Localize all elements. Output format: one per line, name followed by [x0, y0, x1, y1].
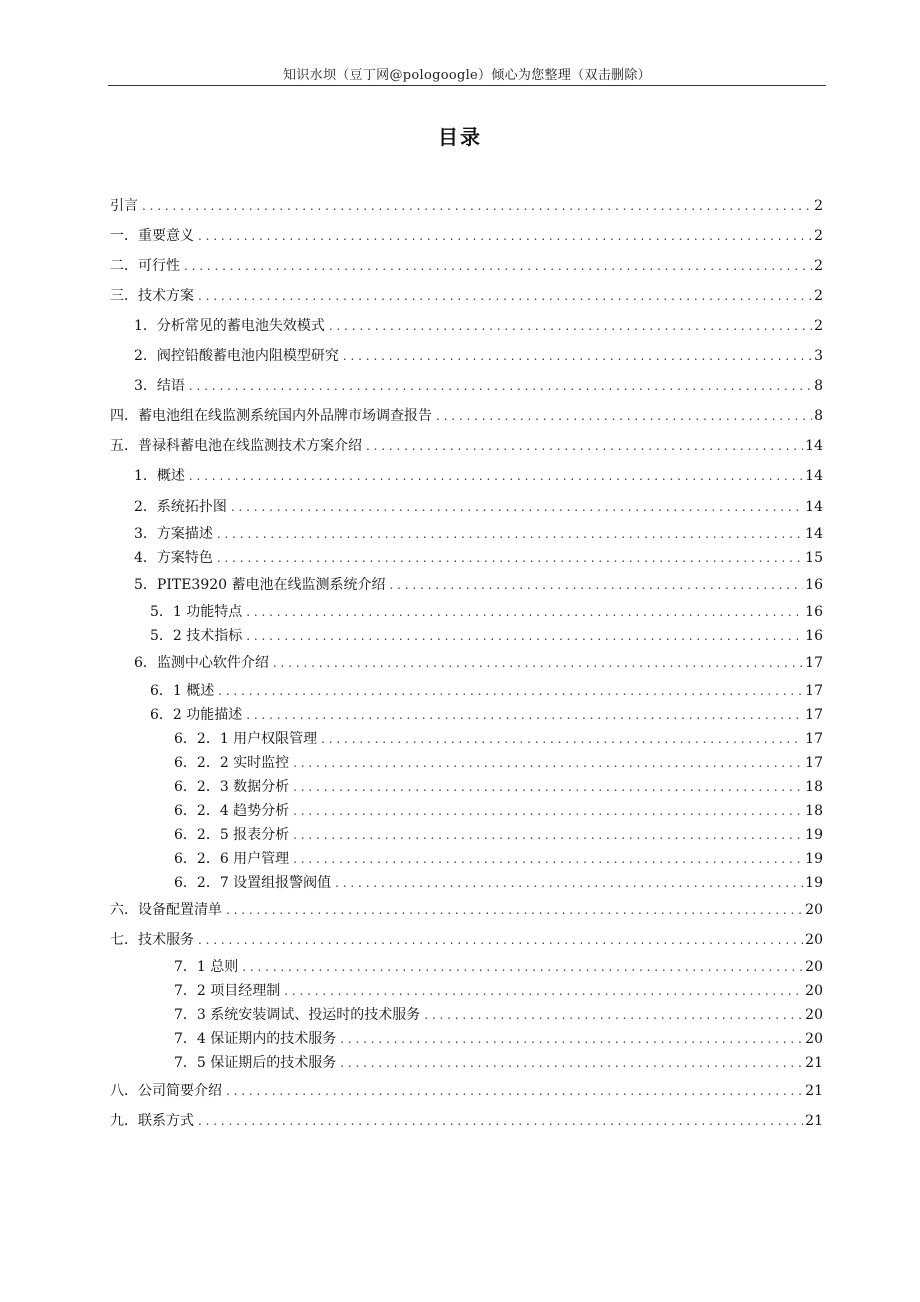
toc-leader-dots [340, 1028, 803, 1050]
toc-entry[interactable] [134, 375, 823, 397]
toc-leader-dots [246, 704, 803, 726]
toc-entry-text: 一．重要意义 [110, 228, 194, 244]
toc-entry[interactable] [174, 980, 823, 1002]
toc-entry-text: 6．2 功能描述 [150, 707, 243, 723]
page-header: 知识水坝（豆丁网@pologoogle）倾心为您整理（双击删除） [283, 68, 651, 83]
toc-entry-page: 2 [814, 198, 823, 214]
toc-leader-dots [293, 800, 803, 822]
toc-entry-text: 4．方案特色 [134, 550, 213, 566]
toc-entry-text: 6．2．6 用户管理 [174, 851, 290, 867]
toc-leader-dots [246, 601, 803, 623]
toc-entry[interactable] [110, 435, 823, 457]
toc-leader-dots [335, 872, 803, 894]
toc-entry-text: 3．结语 [134, 378, 185, 394]
toc-leader-dots [390, 574, 804, 596]
toc-entry-text: 2．系统拓扑图 [134, 499, 227, 515]
toc-entry[interactable] [150, 704, 823, 726]
toc-entry-text: 5．1 功能特点 [150, 604, 243, 620]
toc-entry-text: 引言 [110, 198, 138, 214]
toc-leader-dots [231, 496, 803, 518]
toc-entry[interactable] [174, 956, 823, 978]
toc-entry-page: 19 [805, 875, 823, 891]
toc-entry-page: 20 [805, 1031, 823, 1047]
toc-leader-dots [226, 899, 803, 921]
toc-entry-page: 14 [805, 468, 823, 484]
toc-leader-dots [198, 225, 812, 247]
toc-entry-page: 15 [805, 550, 823, 566]
toc-entry-page: 14 [805, 438, 823, 454]
toc-entry[interactable] [134, 345, 823, 367]
toc-entry-text: 7．3 系统安装调试、投运时的技术服务 [174, 1007, 421, 1023]
toc-entry[interactable] [174, 1028, 823, 1050]
toc-entry-page: 2 [814, 288, 823, 304]
toc-leader-dots [198, 929, 803, 951]
toc-leader-dots [424, 1004, 803, 1026]
toc-entry[interactable] [134, 315, 823, 337]
toc-entry-page: 16 [805, 604, 823, 620]
toc-entry-page: 20 [805, 902, 823, 918]
toc-entry[interactable] [150, 601, 823, 623]
toc-entry-page: 18 [805, 779, 823, 795]
toc-entry-page: 17 [805, 755, 823, 771]
toc-leader-dots [198, 285, 812, 307]
toc-leader-dots [242, 956, 803, 978]
toc-entry-text: 7．5 保证期后的技术服务 [174, 1055, 337, 1071]
toc-entry-page: 19 [805, 851, 823, 867]
toc-entry-text: 6．2．5 报表分析 [174, 827, 290, 843]
toc-entry-page: 2 [814, 258, 823, 274]
toc-leader-dots [366, 435, 803, 457]
toc-entry-text: 6．2．2 实时监控 [174, 755, 290, 771]
toc-entry[interactable] [150, 680, 823, 702]
toc-entry[interactable] [110, 1110, 823, 1132]
toc-entry-page: 17 [805, 683, 823, 699]
toc-entry[interactable] [110, 1080, 823, 1102]
toc-entry[interactable] [174, 800, 823, 822]
toc-entry-text: 7．2 项目经理制 [174, 983, 281, 999]
toc-entry-page: 21 [805, 1055, 823, 1071]
toc-entry-text: 三．技术方案 [110, 288, 194, 304]
toc-leader-dots [246, 625, 803, 647]
toc-leader-dots [218, 680, 803, 702]
page-title: 目录 [438, 125, 482, 149]
toc-entry[interactable] [134, 574, 823, 596]
toc-leader-dots [293, 848, 803, 870]
toc-entry-text: 1．概述 [134, 468, 185, 484]
toc-entry-page: 16 [805, 577, 823, 593]
toc-entry[interactable] [174, 776, 823, 798]
toc-entry-page: 8 [814, 378, 823, 394]
toc-entry-page: 20 [805, 1007, 823, 1023]
toc-entry[interactable] [110, 195, 823, 217]
toc-leader-dots [436, 405, 812, 427]
toc-leader-dots [293, 752, 803, 774]
toc-entry[interactable] [110, 225, 823, 247]
toc-entry-text: 八．公司简要介绍 [110, 1083, 222, 1099]
toc-entry-text: 5．PITE3920 蓄电池在线监测系统介绍 [134, 577, 386, 593]
toc-leader-dots [198, 1110, 803, 1132]
toc-leader-dots [293, 824, 803, 846]
toc-entry[interactable] [110, 285, 823, 307]
toc-entry-page: 8 [814, 408, 823, 424]
toc-leader-dots [189, 465, 803, 487]
toc-entry-page: 2 [814, 318, 823, 334]
toc-leader-dots [217, 523, 803, 545]
toc-entry[interactable] [174, 872, 823, 894]
toc-entry-page: 20 [805, 959, 823, 975]
toc-entry-text: 7．1 总则 [174, 959, 239, 975]
toc-leader-dots [226, 1080, 803, 1102]
toc-entry-page: 18 [805, 803, 823, 819]
toc-entry-page: 14 [805, 526, 823, 542]
toc-leader-dots [184, 255, 812, 277]
toc-leader-dots [273, 652, 803, 674]
toc-entry-page: 20 [805, 932, 823, 948]
toc-entry-page: 3 [814, 348, 823, 364]
toc-leader-dots [321, 728, 803, 750]
toc-entry-page: 17 [805, 655, 823, 671]
toc-entry-text: 2．阀控铅酸蓄电池内阻模型研究 [134, 348, 339, 364]
toc-entry[interactable] [110, 929, 823, 951]
toc-entry[interactable] [174, 1052, 823, 1074]
toc-entry-page: 19 [805, 827, 823, 843]
toc-leader-dots [217, 547, 803, 569]
toc-entry-text: 6．1 概述 [150, 683, 215, 699]
toc-entry[interactable] [174, 1004, 823, 1026]
toc-entry-text: 1．分析常见的蓄电池失效模式 [134, 318, 325, 334]
toc-entry-text: 五．普禄科蓄电池在线监测技术方案介绍 [110, 438, 362, 454]
toc-entry-text: 6．2．4 趋势分析 [174, 803, 290, 819]
toc-entry[interactable] [174, 848, 823, 870]
toc-entry-text: 二．可行性 [110, 258, 180, 274]
toc-entry[interactable] [174, 752, 823, 774]
toc-entry-page: 21 [805, 1113, 823, 1129]
toc-entry-page: 14 [805, 499, 823, 515]
toc-entry-text: 6．2．1 用户权限管理 [174, 731, 318, 747]
toc-leader-dots [340, 1052, 803, 1074]
toc-leader-dots [329, 315, 812, 337]
toc-entry-text: 四．蓄电池组在线监测系统国内外品牌市场调查报告 [110, 408, 432, 424]
toc-entry[interactable] [174, 824, 823, 846]
toc-entry-text: 7．4 保证期内的技术服务 [174, 1031, 337, 1047]
toc-entry-page: 2 [814, 228, 823, 244]
toc-entry-page: 20 [805, 983, 823, 999]
toc-entry[interactable] [134, 523, 823, 545]
toc-entry-text: 6．监测中心软件介绍 [134, 655, 269, 671]
toc-entry[interactable] [134, 652, 823, 674]
toc-leader-dots [284, 980, 803, 1002]
toc-leader-dots [293, 776, 803, 798]
toc-entry-text: 6．2．7 设置组报警阀值 [174, 875, 332, 891]
toc-entry-text: 六．设备配置清单 [110, 902, 222, 918]
toc-entry[interactable] [110, 255, 823, 277]
toc-entry[interactable] [110, 899, 823, 921]
toc-entry-page: 16 [805, 628, 823, 644]
toc-entry-text: 3．方案描述 [134, 526, 213, 542]
toc-entry[interactable] [134, 496, 823, 518]
toc-leader-dots [343, 345, 812, 367]
toc-entry-page: 17 [805, 707, 823, 723]
toc-entry-text: 九．联系方式 [110, 1113, 194, 1129]
toc-entry-page: 17 [805, 731, 823, 747]
toc-entry-text: 5．2 技术指标 [150, 628, 243, 644]
toc-entry-text: 七．技术服务 [110, 932, 194, 948]
toc-leader-dots [142, 195, 812, 217]
toc-leader-dots [189, 375, 812, 397]
toc-entry[interactable] [134, 547, 823, 569]
toc-entry[interactable] [150, 625, 823, 647]
toc-entry[interactable] [110, 405, 823, 427]
toc-entry[interactable] [134, 465, 823, 487]
toc-entry-page: 21 [805, 1083, 823, 1099]
toc-entry[interactable] [174, 728, 823, 750]
toc-entry-text: 6．2．3 数据分析 [174, 779, 290, 795]
